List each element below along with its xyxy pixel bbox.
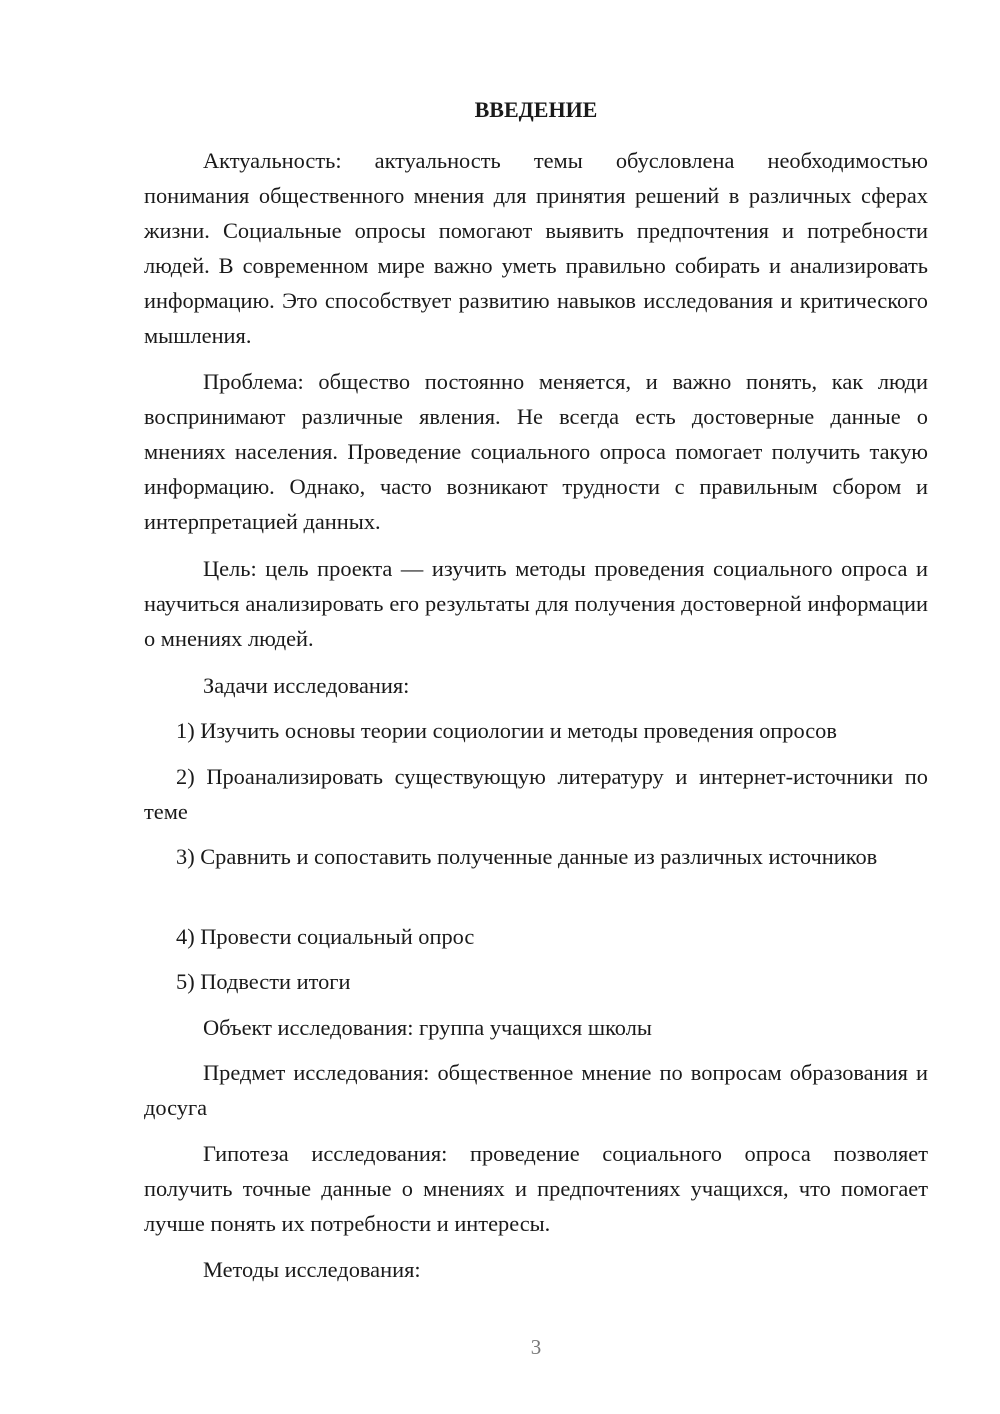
hypothesis-paragraph: Гипотеза исследования: проведение социального опроса позволяет получить точные данные о мнениях и предпочтениях учащихся, что помогает лучше понять их потребности и интересы. xyxy=(144,1141,928,1236)
task-item-4: 4) Провести социальный опрос xyxy=(176,924,475,949)
relevance-paragraph: Актуальность: актуальность темы обусловлена необходимостью понимания общественного мнения для принятия решений в различных сферах жизни. Социальные опросы помогают выявить предпочтения и потребности людей. В современном мире важно уметь правильно собирать и анализировать информацию. Это способствует развитию навыков исследования и критического мышления. xyxy=(144,148,928,348)
object-paragraph: Объект исследования: группа учащихся школы xyxy=(203,1015,652,1040)
task-item-2: 2) Проанализировать существующую литературу и интернет-источники по теме xyxy=(144,764,928,824)
goal-paragraph: Цель: цель проекта — изучить методы проведения социального опроса и научиться анализировать его результаты для получения достоверной информации о мнениях людей. xyxy=(144,556,928,651)
page-title: ВВЕДЕНИЕ xyxy=(474,97,598,122)
subject-paragraph: Предмет исследования: общественное мнение по вопросам образования и досуга xyxy=(144,1060,928,1120)
tasks-heading: Задачи исследования: xyxy=(203,673,410,698)
problem-paragraph: Проблема: общество постоянно меняется, и важно понять, как люди воспринимают различные явления. Не всегда есть достоверные данные о мнениях населения. Проведение социального опроса помогает получить такую информацию. Однако, часто возникают трудности с правильным сбором и интерпретацией данных. xyxy=(144,369,928,534)
task-item-1: 1) Изучить основы теории социологии и методы проведения опросов xyxy=(176,718,837,743)
task-item-5: 5) Подвести итоги xyxy=(176,969,351,994)
task-item-3: 3) Сравнить и сопоставить полученные данные из различных источников xyxy=(176,844,878,869)
page-number: 3 xyxy=(530,1335,542,1359)
methods-heading: Методы исследования: xyxy=(203,1257,421,1282)
